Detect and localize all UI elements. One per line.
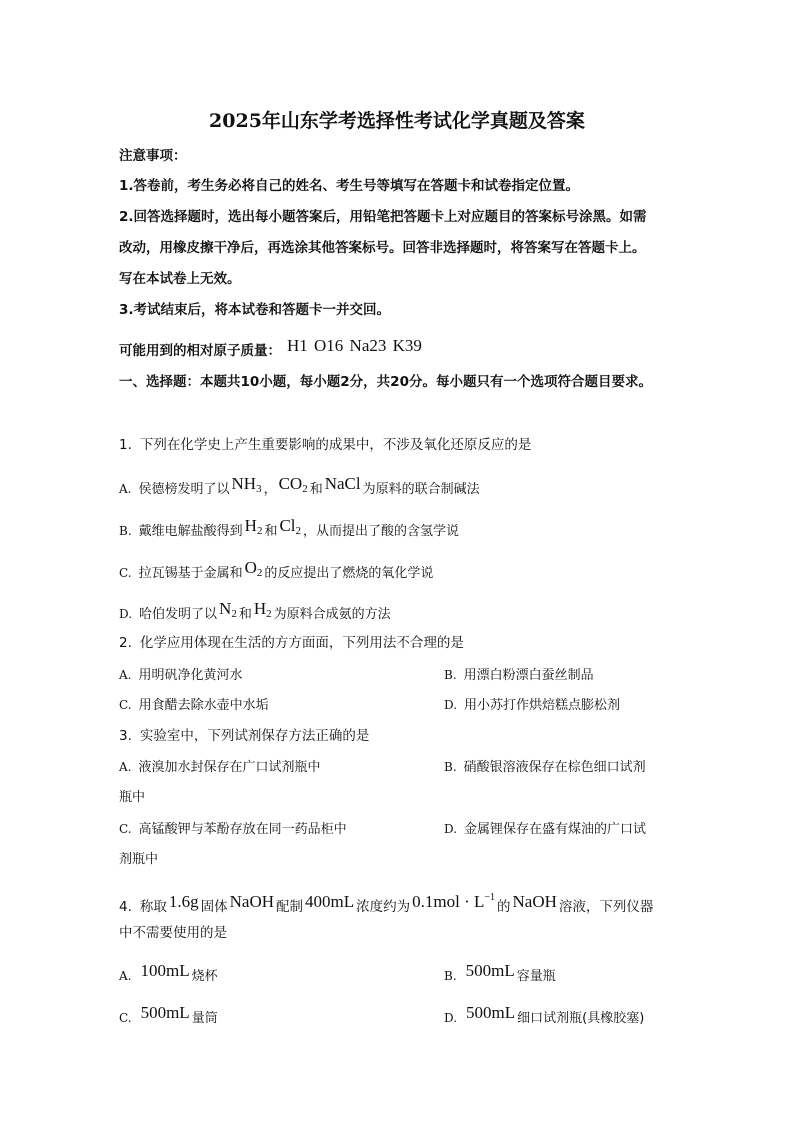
formula-volume: 400mL <box>305 892 355 911</box>
question-2-option-b <box>444 666 594 685</box>
option-label: A. <box>119 969 132 983</box>
notice-item-2-line-1: 2.回答选择题时，选出每小题答案后，用铅笔把答题卡上对应题目的答案标号涂黑。如需 <box>119 209 647 225</box>
question-text: 化学应用体现在生活的方方面面，下列用法不合理的是 <box>139 635 464 651</box>
question-3-option-c <box>119 820 347 839</box>
option-text: 戴维电解盐酸得到 <box>138 524 243 539</box>
option-text: 金属锂保存在盛有煤油的广口试 <box>464 822 647 837</box>
notice-item-1: 1.答卷前，考生务必将自己的姓名、考生号等填写在答题卡和试卷指定位置。 <box>119 178 580 194</box>
option-text: 哈伯发明了以 <box>139 607 218 622</box>
question-3-option-b-wrap: 瓶中 <box>119 790 146 805</box>
question-4-stem-wrap: 中不需要使用的是 <box>119 925 227 941</box>
formula-volume: 500mL <box>466 1003 516 1022</box>
option-text: 为原料合成氨的方法 <box>273 607 391 622</box>
question-4-option-a <box>119 961 218 986</box>
formula-cl2: $Cl_2$ <box>279 516 302 537</box>
option-label: A. <box>119 760 132 774</box>
option-text: 烧杯 <box>191 969 218 984</box>
option-text: 拉瓦锡基于金属和 <box>138 566 243 581</box>
notice-item-2-line-3: 写在本试卷上无效。 <box>119 271 241 287</box>
question-1-option-c <box>119 558 434 586</box>
question-1-option-a <box>119 474 480 502</box>
question-4-option-d <box>444 1003 645 1028</box>
option-text: 量筒 <box>191 1011 218 1026</box>
option-label: C. <box>119 698 132 712</box>
question-1-stem <box>119 436 531 454</box>
formula-co2: $CO_2$ <box>278 474 308 495</box>
question-1-option-b <box>119 516 460 544</box>
atomic-masses-label: 可能用到的相对原子质量： <box>119 343 281 359</box>
question-text: 称取 <box>139 899 167 915</box>
option-text: 高锰酸钾与苯酚存放在同一药品柜中 <box>138 822 347 837</box>
option-text: 为原料的联合制碱法 <box>362 482 480 497</box>
question-2-option-d <box>444 696 620 715</box>
option-label: D. <box>119 607 133 621</box>
question-text: 固体 <box>200 899 228 915</box>
question-number: 4. <box>119 899 132 915</box>
question-text: 溶液，下列仪器 <box>558 899 654 915</box>
question-text: 的 <box>497 899 511 915</box>
option-label: A. <box>119 482 132 496</box>
question-number: 2. <box>119 635 132 651</box>
question-1-option-d <box>119 599 391 627</box>
option-label: C. <box>119 1011 132 1025</box>
option-text: 和 <box>309 482 323 497</box>
page-title: 2025年山东学考选择性考试化学真题及答案 <box>209 110 585 132</box>
formula-mass: 1.6g <box>168 892 199 911</box>
question-2-stem <box>119 634 464 652</box>
formula-volume: 500mL <box>465 961 515 980</box>
question-text: 浓度约为 <box>356 899 411 915</box>
question-4-stem <box>119 893 653 916</box>
question-text: 实验室中，下列试剂保存方法正确的是 <box>139 728 370 744</box>
question-3-option-b <box>444 758 646 777</box>
formula-volume: 500mL <box>140 1003 190 1022</box>
question-number: 1. <box>119 437 132 453</box>
formula-n2: $N_2$ <box>219 599 237 620</box>
option-label: C. <box>119 566 132 580</box>
option-text: 用明矾净化黄河水 <box>138 668 243 683</box>
notice-item-2-line-2: 改动，用橡皮擦干净后，再选涂其他答案标号。回答非选择题时，将答案写在答题卡上。 <box>119 240 646 256</box>
question-number: 3. <box>119 728 132 744</box>
option-text: 用小苏打作烘焙糕点膨松剂 <box>464 698 621 713</box>
question-3-option-d-wrap: 剂瓶中 <box>119 852 159 867</box>
question-4-option-b <box>444 961 556 986</box>
option-label: D. <box>444 1011 458 1025</box>
option-text: 侯德榜发明了以 <box>138 482 230 497</box>
formula-nh3: $NH_3$ <box>231 474 262 495</box>
option-text: 的反应提出了燃烧的氧化学说 <box>264 566 434 581</box>
option-text: 细口试剂瓶(具橡胶塞) <box>517 1011 645 1026</box>
formula-naoh: NaOH <box>229 892 275 911</box>
notice-item-3: 3.考试结束后，将本试卷和答题卡一并交回。 <box>119 302 391 318</box>
question-2-option-a <box>119 666 243 685</box>
question-3-option-d <box>444 820 646 839</box>
option-text: 容量瓶 <box>516 969 556 984</box>
question-text: 下列在化学史上产生重要影响的成果中，不涉及氧化还原反应的是 <box>139 437 532 453</box>
option-text: 和 <box>238 607 252 622</box>
option-label: B. <box>119 524 132 538</box>
question-4-option-c <box>119 1003 218 1028</box>
option-text: 和 <box>264 524 278 539</box>
option-label: D. <box>444 822 458 836</box>
section-1-heading: 一、选择题：本题共10小题，每小题2分，共20分。每小题只有一个选项符合题目要求。 <box>119 374 652 390</box>
option-text: 硝酸银溶液保存在棕色细口试剂 <box>463 760 646 775</box>
formula-h2: $H_2$ <box>253 599 272 620</box>
option-label: C. <box>119 822 132 836</box>
formula-nacl: NaCl <box>324 474 361 493</box>
formula-concentration: $0.1mol \cdot L^{-1}$ <box>412 892 496 911</box>
atomic-masses-values: H1 O16 Na23 K39 <box>287 336 422 355</box>
atomic-masses <box>119 336 422 360</box>
question-3-option-a <box>119 758 321 777</box>
option-label: B. <box>444 760 457 774</box>
option-label: D. <box>444 698 458 712</box>
option-text: ，从而提出了酸的含氢学说 <box>303 524 460 539</box>
option-label: A. <box>119 668 132 682</box>
option-text: 液溴加水封保存在广口试剂瓶中 <box>138 760 321 775</box>
option-text: 用食醋去除水壶中水垢 <box>138 698 269 713</box>
option-label: B. <box>444 668 457 682</box>
option-text: ， <box>263 482 277 497</box>
question-3-stem <box>119 727 369 745</box>
option-text: 用漂白粉漂白蚕丝制品 <box>463 668 594 683</box>
formula-volume: 100mL <box>140 961 190 980</box>
question-2-option-c <box>119 696 269 715</box>
question-text: 配制 <box>276 899 304 915</box>
formula-naoh: NaOH <box>512 892 557 911</box>
formula-h2: $H_2$ <box>244 516 263 537</box>
formula-o2: $O_2$ <box>244 558 263 579</box>
notice-heading: 注意事项： <box>119 148 187 164</box>
option-label: B. <box>444 969 457 983</box>
